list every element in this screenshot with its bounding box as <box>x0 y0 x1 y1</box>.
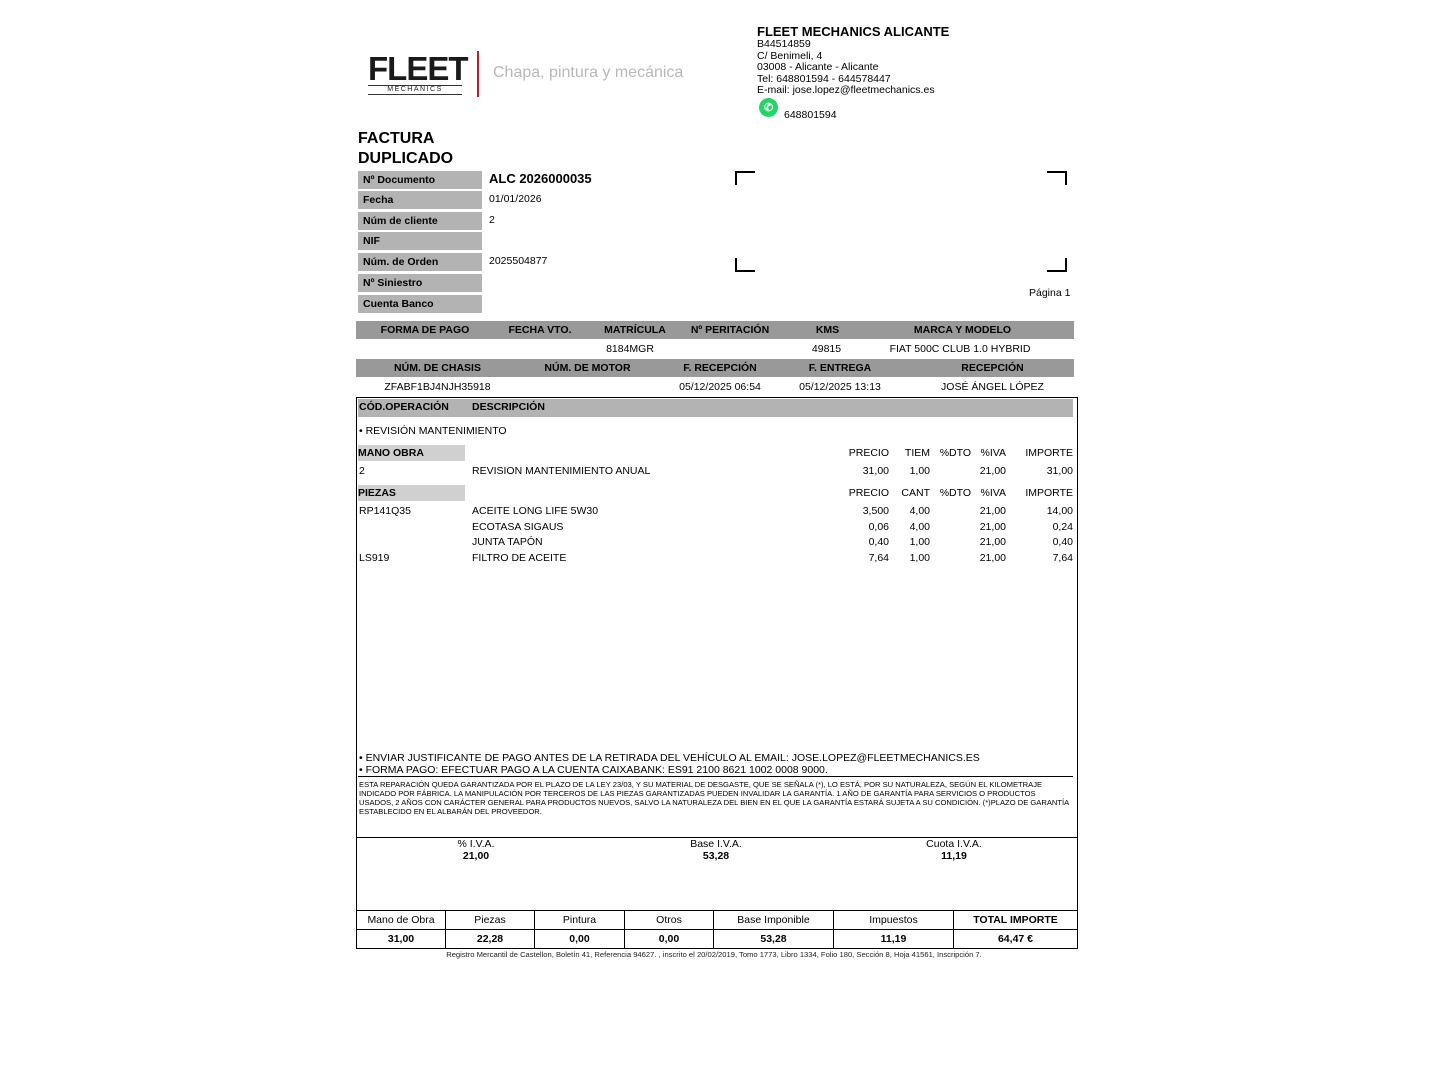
line-iva: 21,00 <box>979 505 1006 517</box>
totals-column <box>834 911 954 948</box>
registry-footer: Registro Mercantil de Castellon, Boletín 41, Referencia 94627. , inscrito el 20/02/2019, Tomo 1773, Libro 1334, Folio 180, Sección 8, Hoja 41561, Inscripción 7. <box>446 950 982 959</box>
column-header: PRECIO <box>848 487 889 499</box>
column-header: PRECIO <box>848 447 889 459</box>
line-iva: 21,00 <box>979 536 1006 548</box>
field-value: ALC 2026000035 <box>489 171 592 186</box>
field-label: NIF <box>358 232 482 250</box>
totals-label: Piezas <box>446 911 534 930</box>
totals-column <box>625 911 714 948</box>
section-label: PIEZAS <box>358 485 465 501</box>
totals-column <box>535 911 625 948</box>
logo-slogan: Chapa, pintura y mecánica <box>493 64 684 81</box>
totals-label: TOTAL IMPORTE <box>954 911 1077 930</box>
column-header: TIEM <box>904 447 930 459</box>
company-info <box>757 24 949 97</box>
line-qty: 1,00 <box>909 551 930 564</box>
line-code: RP141Q35 <box>359 505 411 517</box>
totals-label: Base Imponible <box>714 911 833 930</box>
totals-label: Impuestos <box>834 911 953 930</box>
vehicle-value: 8184MGR <box>606 343 654 355</box>
totals-column <box>357 911 446 948</box>
field-label: Fecha <box>358 191 482 209</box>
iva-label: % I.V.A. <box>457 838 495 850</box>
iva-value: 53,28 <box>702 850 730 862</box>
iva-value: 11,19 <box>941 850 967 862</box>
line-price: 0,40 <box>868 536 889 548</box>
totals-value: 64,47 € <box>997 933 1034 945</box>
vehicle-value: JOSÉ ÁNGEL LÓPEZ <box>941 381 1044 393</box>
field-value: 01/01/2026 <box>489 193 542 205</box>
vehicle-header: NÚM. DE CHASIS <box>394 362 481 374</box>
company-address: C/ Benimeli, 4 <box>757 49 823 62</box>
field-value: 2025504877 <box>489 255 548 267</box>
line-price: 7,64 <box>868 551 889 564</box>
payment-notes <box>359 752 980 776</box>
totals-value: 22,28 <box>476 933 504 945</box>
logo-subtitle: MECHANICS <box>368 85 462 95</box>
whatsapp-number: 648801594 <box>784 109 837 121</box>
totals-value: 0,00 <box>658 933 680 945</box>
document-type <box>358 129 453 169</box>
warranty-text: ESTA REPARACIÓN QUEDA GARANTIZADA POR EL PLAZO DE LA LEY 23/03, Y SU MATERIAL DE DESGASTE, QUE SE SEÑALA (*), LO ESTÁ, POR SU NATURALEZA, SEGÚN EL KILOMETRAJE INDICADO POR FÁBRICA. LA MANIPULACIÓN POR TERCEROS DE LAS PIEZAS GARANTIZADAS PUEDEN INVALIDAR LA GARANTÍA. 1 AÑO DE GARANTÍA PARA SERVICIOS O PRODUCTOS USADOS, 2 AÑOS CON CARÁCTER GENERAL PARA PRODUCTOS NUEVOS, SALVO LA NATURALEZA DEL BIEN EN EL QUE LA GARANTÍA ESTARÁ SUJETA A SU CONDICIÓN. (*)PLAZO DE GARANTÍA ESTABLECIDO EN EL ALBARÁN DEL PROVEEDOR. <box>359 780 1069 816</box>
field-label: Núm. de Orden <box>358 253 482 271</box>
note-line: • FORMA PAGO: EFECTUAR PAGO A LA CUENTA CAIXABANK: ES91 2100 8621 1002 0008 9000. <box>359 764 828 776</box>
line-code: 2 <box>359 465 365 477</box>
line-price: 3,500 <box>862 505 889 517</box>
field-value: 2 <box>489 214 495 226</box>
column-header: %DTO <box>939 487 971 499</box>
vehicle-value: 05/12/2025 13:13 <box>799 381 881 393</box>
vehicle-header: FORMA DE PAGO <box>380 324 470 336</box>
iva-label: Base I.V.A. <box>690 838 742 850</box>
line-code: LS919 <box>359 551 390 564</box>
vehicle-header: NÚM. DE MOTOR <box>544 362 631 374</box>
vehicle-value: ZFABF1BJ4NJH35918 <box>384 381 491 393</box>
vehicle-value: 05/12/2025 06:54 <box>679 381 761 393</box>
column-header: %IVA <box>980 487 1006 499</box>
totals-column <box>954 911 1077 948</box>
column-header: IMPORTE <box>1025 447 1073 459</box>
totals-label: Pintura <box>535 911 624 930</box>
totals-column <box>446 911 535 948</box>
section-label: MANO OBRA <box>358 445 465 461</box>
totals-table <box>356 910 1078 949</box>
company-tel: Tel: 648801594 - 644578447 <box>757 72 891 85</box>
line-iva: 21,00 <box>979 520 1006 533</box>
line-amount: 14,00 <box>1046 505 1073 517</box>
line-description: JUNTA TAPÓN <box>472 536 543 548</box>
column-header: CANT <box>901 487 930 499</box>
address-window-corner <box>735 171 755 185</box>
column-header: IMPORTE <box>1025 487 1073 499</box>
address-window-corner <box>735 258 755 272</box>
line-price: 0,06 <box>868 520 889 533</box>
totals-value: 53,28 <box>760 933 787 945</box>
vehicle-header: KMS <box>815 324 840 336</box>
line-amount: 7,64 <box>1052 551 1073 564</box>
document-type-title: FACTURA <box>358 130 435 147</box>
line-iva: 21,00 <box>979 551 1006 564</box>
field-label: Nº Siniestro <box>358 274 482 292</box>
field-label: Núm de cliente <box>358 212 482 230</box>
line-qty: 1,00 <box>909 465 930 477</box>
logo-wordmark: FLEET <box>368 50 468 87</box>
line-amount: 31,00 <box>1046 465 1073 477</box>
vehicle-header: RECEPCIÓN <box>961 362 1024 374</box>
notes-divider <box>358 776 1073 777</box>
page-number: Página 1 <box>1029 287 1071 299</box>
address-window-corner <box>1047 171 1067 185</box>
line-amount: 0,24 <box>1052 520 1073 533</box>
iva-value: 21,00 <box>462 850 490 862</box>
field-label: Cuenta Banco <box>358 295 482 313</box>
company-city: 03008 - Alicante - Alicante <box>757 61 879 74</box>
logo-divider <box>477 51 479 97</box>
column-header: %IVA <box>980 447 1006 459</box>
line-iva: 21,00 <box>979 465 1006 477</box>
column-header: %DTO <box>939 447 971 459</box>
line-price: 31,00 <box>862 465 889 477</box>
company-name: FLEET MECHANICS ALICANTE <box>757 24 950 39</box>
company-email: E-mail: jose.lopez@fleetmechanics.es <box>757 84 935 97</box>
note-line: • ENVIAR JUSTIFICANTE DE PAGO ANTES DE LA RETIRADA DEL VEHÍCULO AL EMAIL: JOSE.LOPEZ@FLEETMECHANICS.ES <box>359 752 980 764</box>
vehicle-header: Nº PERITACIÓN <box>690 324 770 336</box>
totals-value: 11,19 <box>880 933 907 945</box>
totals-label: Mano de Obra <box>357 911 445 930</box>
vehicle-value: FIAT 500C CLUB 1.0 HYBRID <box>889 343 1031 355</box>
whatsapp-icon: ✆ <box>759 98 778 117</box>
vehicle-header: MARCA Y MODELO <box>913 324 1012 336</box>
iva-label: Cuota I.V.A. <box>926 838 982 850</box>
vehicle-header: MATRÍCULA <box>604 324 666 336</box>
totals-value: 31,00 <box>387 933 415 945</box>
vehicle-value: 49815 <box>811 343 842 355</box>
vehicle-header: F. ENTREGA <box>808 362 872 374</box>
totals-label: Otros <box>625 911 713 930</box>
address-window-corner <box>1047 258 1067 272</box>
totals-value: 0,00 <box>569 933 590 945</box>
totals-column <box>714 911 834 948</box>
line-amount: 0,40 <box>1052 536 1073 548</box>
company-cif: B44514859 <box>757 38 811 50</box>
document-type-subtitle: DUPLICADO <box>358 150 454 167</box>
vehicle-header: FECHA VTO. <box>508 324 572 336</box>
operation-title: • REVISIÓN MANTENIMIENTO <box>359 425 507 437</box>
line-qty: 4,00 <box>909 520 930 533</box>
line-description: ECOTASA SIGAUS <box>472 520 564 533</box>
lines-header <box>358 399 1073 417</box>
line-qty: 4,00 <box>909 505 930 517</box>
col-desc-header: DESCRIPCIÓN <box>472 401 545 413</box>
vehicle-header: F. RECEPCIÓN <box>683 362 757 374</box>
line-description: FILTRO DE ACEITE <box>472 551 567 564</box>
field-label: Nº Documento <box>358 171 482 189</box>
line-qty: 1,00 <box>909 536 930 548</box>
col-code-header: CÓD.OPERACIÓN <box>359 401 449 413</box>
line-description: ACEITE LONG LIFE 5W30 <box>472 505 599 517</box>
line-description: REVISION MANTENIMIENTO ANUAL <box>472 465 651 477</box>
